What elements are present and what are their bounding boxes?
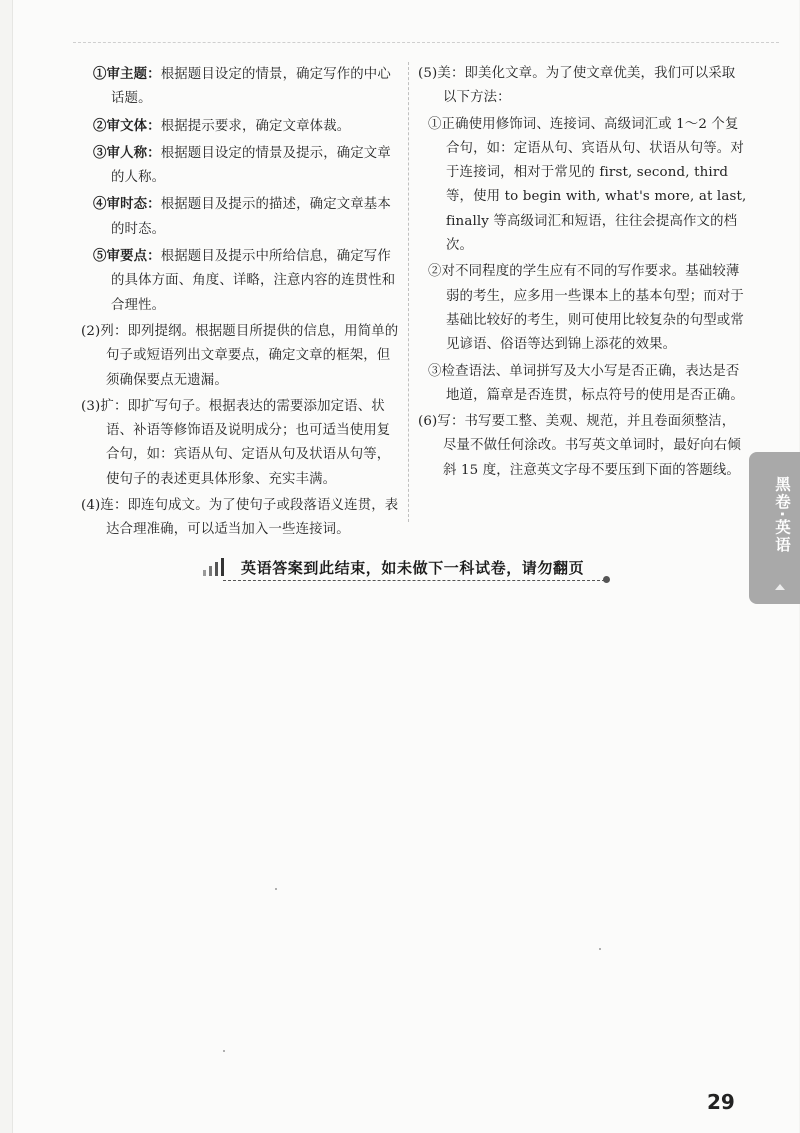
item-text: 根据题目及提示的描述，确定文章基本的时态。 bbox=[111, 197, 391, 237]
left-column bbox=[81, 62, 399, 545]
item-text: 正确使用修饰词、连接词、高级词汇或 1～2 个复合句，如：定语从句、宾语从句、状语从句等。对于连接词，相对于常见的 first, second, third 等，使用 to begin with, what's more, at last, finally 等高级词汇和短语，往往会提高作文的档次。 bbox=[441, 116, 747, 254]
item-text: 书写要工整、美观、规范，并且卷面须整洁，尽量不做任何涂改。书写英文单词时，最好向右倾斜 15 度，注意英文字母不要压到下面的答题线。 bbox=[443, 414, 741, 478]
triangle-up-icon bbox=[775, 584, 785, 590]
item-text: 根据提示要求，确定文章体裁。 bbox=[160, 118, 351, 134]
item-label: (6)写： bbox=[418, 414, 465, 430]
item-text: 对不同程度的学生应有不同的写作要求。基础较薄弱的考生，应多用一些课本上的基本句型；而对于基础比较好的考生，则可使用比较复杂的句型或常见谚语、俗语等达到锦上添花的效果。 bbox=[441, 264, 744, 353]
scan-speck bbox=[275, 888, 277, 890]
end-notice-dot bbox=[603, 576, 610, 583]
item-label: ① bbox=[428, 116, 442, 132]
scan-speck bbox=[599, 948, 601, 950]
item-label: ③ bbox=[428, 363, 442, 379]
list-item bbox=[428, 360, 748, 409]
item-text: 即连句成文。为了使句子或段落语义连贯，表达合理准确，可以适当加入一些连接词。 bbox=[106, 498, 399, 538]
list-item bbox=[93, 244, 399, 318]
list-item bbox=[81, 494, 399, 543]
end-notice-text: 英语答案到此结束，如未做下一科试卷，请勿翻页 bbox=[241, 559, 585, 577]
scan-speck bbox=[223, 1050, 225, 1052]
list-item bbox=[93, 141, 399, 191]
side-tab-label: 黑卷·英语 bbox=[773, 476, 791, 554]
item-label: ⑤审要点： bbox=[93, 248, 161, 265]
item-label: ② bbox=[428, 264, 442, 280]
page-number: 29 bbox=[707, 1090, 735, 1114]
list-item bbox=[418, 410, 748, 483]
document-page bbox=[12, 0, 799, 1133]
item-label: (4)连： bbox=[81, 498, 128, 514]
item-text: 根据题目设定的情景，确定写作的中心话题。 bbox=[111, 67, 391, 107]
list-item bbox=[428, 113, 748, 259]
item-text: 根据题目及提示中所给信息，确定写作的具体方面、角度、详略，注意内容的连贯性和合理性。 bbox=[111, 249, 396, 313]
item-label: ④审时态： bbox=[93, 196, 161, 213]
item-label: (5)美： bbox=[418, 66, 465, 81]
list-item bbox=[428, 260, 748, 357]
end-notice bbox=[203, 554, 615, 584]
item-label: ①审主题： bbox=[93, 66, 161, 82]
list-item bbox=[93, 192, 399, 242]
list-item bbox=[81, 320, 399, 393]
list-item bbox=[93, 62, 399, 112]
item-label: ③审人称： bbox=[93, 144, 161, 161]
column-divider bbox=[408, 62, 409, 522]
end-notice-rule bbox=[223, 580, 605, 581]
right-column bbox=[418, 62, 748, 485]
list-item bbox=[81, 395, 399, 492]
top-rule bbox=[73, 42, 779, 43]
item-text: 即美化文章。为了使文章优美，我们可以采取以下方法： bbox=[443, 66, 736, 106]
list-item bbox=[93, 114, 399, 139]
item-text: 根据题目设定的情景及提示，确定文章的人称。 bbox=[111, 145, 391, 186]
item-label: ②审文体： bbox=[93, 117, 161, 134]
item-text: 即扩写句子。根据表达的需要添加定语、状语、补语等修饰语及说明成分；也可适当使用复合句，如：宾语从句、定语从句及状语从句等，使句子的表述更具体形象、充实丰满。 bbox=[106, 398, 391, 487]
item-text: 即列提纲。根据题目所提供的信息，用简单的句子或短语列出文章要点，确定文章的框架，但须确保要点无遗漏。 bbox=[106, 323, 399, 388]
list-item bbox=[418, 62, 748, 111]
item-text: 检查语法、单词拼写及大小写是否正确，表达是否地道，篇章是否连贯，标点符号的使用是否正确。 bbox=[441, 363, 744, 403]
bars-icon bbox=[203, 558, 231, 582]
item-label: (3)扩： bbox=[81, 398, 128, 414]
subject-side-tab bbox=[749, 452, 800, 604]
item-label: (2)列： bbox=[81, 323, 128, 339]
